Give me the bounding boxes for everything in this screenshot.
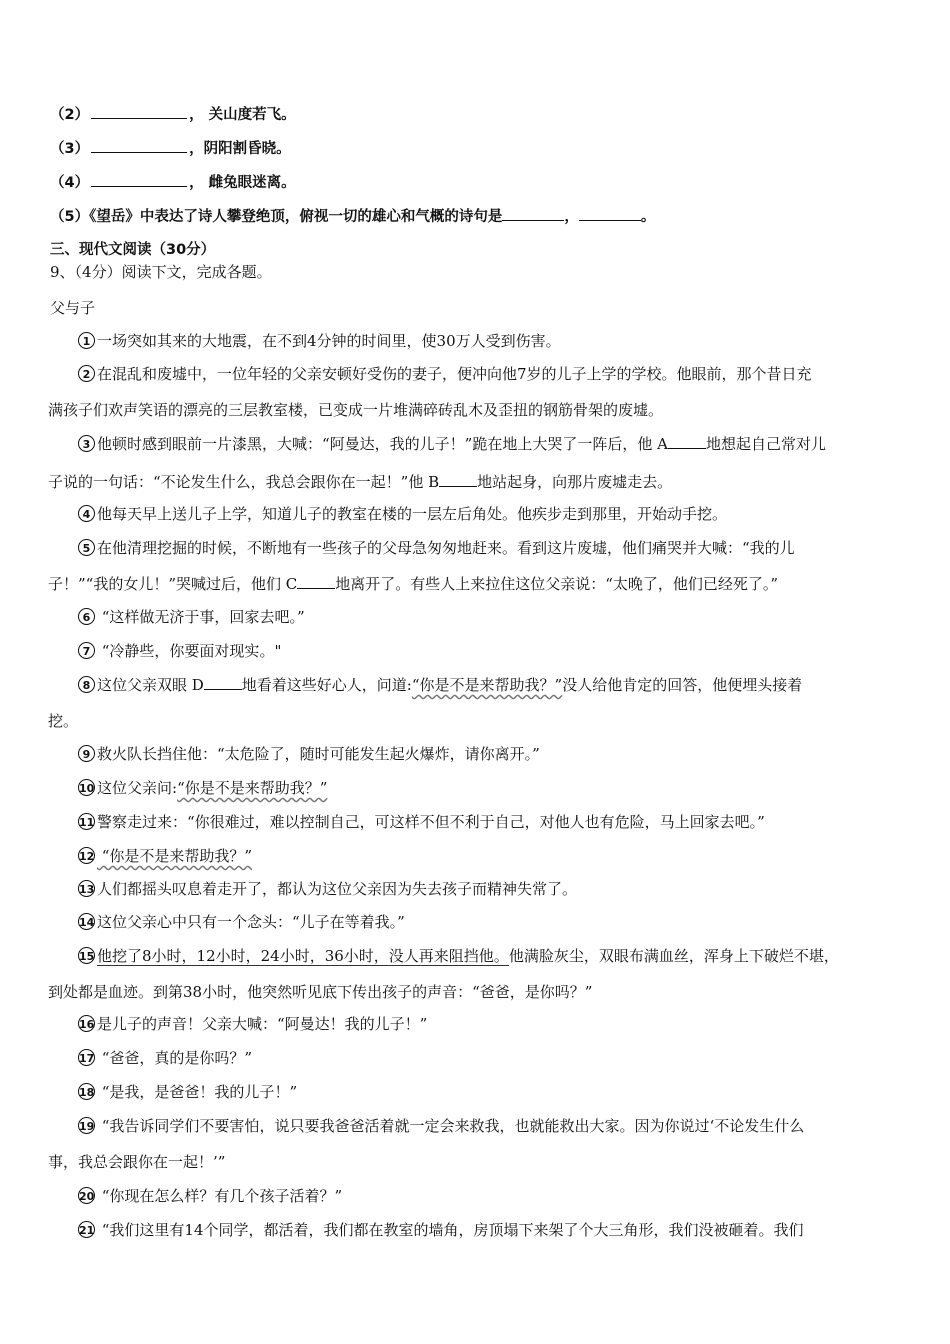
paragraph-16 xyxy=(78,1014,427,1034)
paragraph-12 xyxy=(78,846,252,866)
paragraph-number: 18 xyxy=(78,1083,95,1100)
paragraph-text: 这位父亲问: xyxy=(97,779,178,797)
blank-d xyxy=(204,675,242,690)
paragraph-text: 人们都摇头叹息着走开了，都认为这位父亲因为失去孩子而精神失常了。 xyxy=(97,880,578,898)
paragraph-19-cont: 事，我总会跟你在一起！’” xyxy=(48,1153,226,1171)
paragraph-text: 子说的一句话：“不论发生什么，我总会跟你在一起！”他 B xyxy=(48,473,440,491)
paragraph-2 xyxy=(78,364,812,384)
paragraph-text: 这位父亲双眼 D xyxy=(97,676,204,694)
paragraph-13 xyxy=(78,879,577,899)
paragraph-number: 14 xyxy=(78,913,95,930)
paragraph-number: 10 xyxy=(78,779,95,796)
paragraph-text: 他每天早上送儿子上学，知道儿子的教室在楼的一层左后角处。他疾步走到那里，开始动手挖。 xyxy=(97,505,728,523)
paragraph-15 xyxy=(78,946,839,966)
poem-item-5 xyxy=(50,206,655,227)
paragraph-number: 4 xyxy=(78,505,95,522)
paragraph-text: 地站起身，向那片废墟走去。 xyxy=(477,473,673,491)
paragraph-number: 8 xyxy=(78,676,95,693)
paragraph-text: 在混乱和废墟中，一位年轻的父亲安顿好受伤的妻子，便冲向他7岁的儿子上学的学校。他眼前，那个昔日充 xyxy=(97,365,812,383)
paragraph-2-cont: 满孩子们欢声笑语的漂亮的三层教室楼，已变成一片堆满碎砖乱木及歪扭的钢筋骨架的废墟。 xyxy=(48,401,664,419)
paragraph-number: 9 xyxy=(78,745,95,762)
answer-blank xyxy=(91,104,187,119)
paragraph-3 xyxy=(78,434,826,454)
paragraph-15-cont: 到处都是血迹。到第38小时，他突然听见底下传出孩子的声音：“爸爸，是你吗？” xyxy=(48,983,593,1001)
blank-c xyxy=(297,574,335,589)
paragraph-number: 12 xyxy=(78,847,95,864)
item-text: ， 雌兔眼迷离。 xyxy=(189,175,296,191)
paragraph-19 xyxy=(78,1116,804,1136)
blank-b xyxy=(439,472,477,487)
question-prompt: 9、（4分）阅读下文，完成各题。 xyxy=(50,263,272,281)
poem-item-3 xyxy=(50,138,291,159)
paragraph-number: 6 xyxy=(78,608,95,625)
paragraph-text: “你现在怎么样？有几个孩子活着？” xyxy=(97,1187,343,1205)
paragraph-text: “我告诉同学们不要害怕，说只要我爸爸活着就一定会来救我，也就能救出大家。因为你说过‘不论发生什么 xyxy=(97,1117,805,1135)
paragraph-text: 一场突如其来的大地震，在不到4分钟的时间里，使30万人受到伤害。 xyxy=(97,332,561,350)
paragraph-5-cont xyxy=(48,574,778,594)
paragraph-text: 地离开了。有些人上来拉住这位父亲说：“太晚了，他们已经死了。” xyxy=(335,575,779,593)
paragraph-text: 地想起自己常对儿 xyxy=(705,435,826,453)
item-number: （3） xyxy=(50,141,90,157)
item-number: （4） xyxy=(50,175,90,191)
paragraph-text: 警察走过来：“你很难过，难以控制自己，可这样不但不利于自己，对他人也有危险，马上回家去吧。” xyxy=(97,813,765,831)
blank-a xyxy=(668,434,706,449)
underlined-text: 他挖了8小时，12小时，24小时，36小时，没人再来阻挡他。 xyxy=(97,947,509,965)
paragraph-number: 5 xyxy=(78,539,95,556)
item-text: ， 关山度若飞。 xyxy=(189,107,296,123)
paragraph-18 xyxy=(78,1082,297,1102)
paragraph-number: 21 xyxy=(78,1221,95,1238)
paragraph-14 xyxy=(78,912,405,932)
paragraph-text: “我们这里有14个同学，都活着，我们都在教室的墙角，房顶塌下来架了个大三角形，我们没被砸着。我们 xyxy=(97,1221,804,1239)
paragraph-number: 11 xyxy=(78,813,95,830)
item-number: （2） xyxy=(50,107,90,123)
paragraph-number: 20 xyxy=(78,1187,95,1204)
paragraph-20 xyxy=(78,1186,342,1206)
article-title: 父与子 xyxy=(50,299,96,317)
answer-blank xyxy=(579,206,641,221)
paragraph-number: 16 xyxy=(78,1015,95,1032)
paragraph-text: “这样做无济于事，回家去吧。” xyxy=(97,608,305,626)
answer-blank xyxy=(91,138,187,153)
answer-blank xyxy=(91,172,187,187)
paragraph-number: 19 xyxy=(78,1117,95,1134)
paragraph-text: 没人给他肯定的回答，他便埋头接着 xyxy=(562,676,803,694)
wavy-underlined-text: “你是不是来帮助我？” xyxy=(411,676,563,694)
item-text: ，阴阳割昏晓。 xyxy=(189,141,291,157)
paragraph-3-cont xyxy=(48,472,672,492)
paragraph-10 xyxy=(78,778,327,798)
paragraph-text: 他满脸灰尘，双眼布满血丝，浑身上下破烂不堪， xyxy=(508,947,839,965)
paragraph-7 xyxy=(78,641,281,661)
poem-item-2 xyxy=(50,104,296,125)
paragraph-number: 2 xyxy=(78,365,95,382)
paragraph-11 xyxy=(78,812,765,832)
paragraph-text: “爸爸，真的是你吗？” xyxy=(97,1049,253,1067)
paragraph-8 xyxy=(78,675,802,695)
paragraph-5 xyxy=(78,538,795,558)
paragraph-text: 是儿子的声音！父亲大喊：“阿曼达！我的儿子！” xyxy=(97,1015,428,1033)
wavy-underlined-text: “你是不是来帮助我？” xyxy=(97,847,253,865)
paragraph-text: 救火队长挡住他：“太危险了，随时可能发生起火爆炸，请你离开。” xyxy=(97,745,540,763)
paragraph-number: 15 xyxy=(78,947,95,964)
section-title: 三、现代文阅读（30分） xyxy=(50,242,216,258)
paragraph-number: 17 xyxy=(78,1049,95,1066)
paragraph-6 xyxy=(78,607,305,627)
paragraph-text: “是我，是爸爸！我的儿子！” xyxy=(97,1083,298,1101)
paragraph-text: 子！”“我的女儿！”哭喊过后，他们 C xyxy=(48,575,298,593)
paragraph-9 xyxy=(78,744,540,764)
paragraph-1 xyxy=(78,331,561,351)
paragraph-number: 1 xyxy=(78,332,95,349)
paragraph-text: 在他清理挖掘的时候，不断地有一些孩子的父母急匆匆地赶来。看到这片废墟，他们痛哭并大喊：“我的儿 xyxy=(97,539,795,557)
paragraph-number: 13 xyxy=(78,880,95,897)
paragraph-4 xyxy=(78,504,727,524)
answer-blank xyxy=(502,206,564,221)
item-text: （5）《望岳》中表达了诗人攀登绝顶，俯视一切的雄心和气概的诗句是 xyxy=(50,209,503,225)
paragraph-text: “冷静些，你要面对现实。" xyxy=(97,642,282,660)
paragraph-21 xyxy=(78,1220,804,1240)
paragraph-number: 3 xyxy=(78,435,95,452)
paragraph-text: 这位父亲心中只有一个念头：“儿子在等着我。” xyxy=(97,913,405,931)
item-end: 。 xyxy=(640,209,656,225)
paragraph-8-cont: 挖。 xyxy=(48,712,79,730)
paragraph-17 xyxy=(78,1048,252,1068)
paragraph-text: 他顿时感到眼前一片漆黑，大喊：“阿曼达，我的儿子！”跪在地上大哭了一阵后，他 A xyxy=(97,435,668,453)
item-separator: ， xyxy=(564,209,579,225)
poem-item-4 xyxy=(50,172,296,193)
wavy-underlined-text: “你是不是来帮助我？” xyxy=(177,779,328,797)
paragraph-text: 地看着这些好心人，问道: xyxy=(241,676,412,694)
paragraph-number: 7 xyxy=(78,642,95,659)
